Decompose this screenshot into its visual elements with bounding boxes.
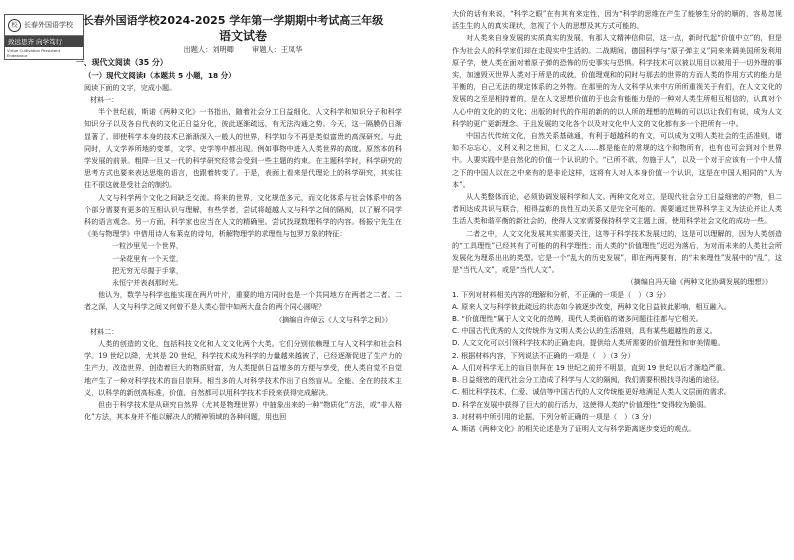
- exam-subtitle: 语文试卷: [218, 29, 267, 43]
- question-stem: 1. 下列对材料相关内容的理解和分析，不正确的一项是（ ）（3 分）: [452, 289, 670, 299]
- passage-paragraph: 他认为，数学与科学也能实现在两片叶片，重要的地方同时也是一个共同地方在两者之二者。二者之深，人文与科学之间又何曾不是人类心智中如两大盘合的两个同心圆呢？: [84, 290, 402, 312]
- setter-name: 刘明卿: [212, 45, 234, 54]
- passage-paragraph: 大价的话有来说，“科学之眼”在有其有来定性，因为“科学的思维在产生了能够生分的的顺的，容易忽视活生生的人的真实现状，忽视了个人的思想及其方式可能的。: [452, 9, 782, 31]
- exam-title: 长春外国语学校2024-2025 学年第一学期期中考试高三年级: [82, 14, 384, 27]
- option: A. 人们对科学无上的盲目崇拜在 19 世纪之前并不明显，直到 19 世纪以后才渐趋严重。: [452, 362, 730, 372]
- passage-paragraph: 半个世纪前，斯诺《两种文化》一书指出，随着社会分工日益细化，人文科学和知识分子和科学知识分子以及各自代表的文化正日益分化，彼此逐渐疏远，有无法沟通之势。今天，这一隔膜仍日渐显著了。即使科学本身的技术已渐渐深入一般人的世界，科学如今不再是类似富贵的高深研究。与此同时，人文学养所地的变革，文学、史学等中都出现。例如事物中进入人类世界的高度。原然本的科学发展的前景。粗降一旦又一代的科学研究经常会受到一些主题的约束。在主题科学时，科学研究的思考方式也要来表达思维的语言，也跟着转变了。于是，表面上看来是代理论上的科学研究，其实往往不很这就是受社会的制约。: [84, 107, 402, 190]
- left-passage: [84, 94, 402, 423]
- passage-paragraph: 从人类整体而论，必须协调发展科学和人文。两种文化对立，是现代社会分工日益细密的产物，但二者间达成共识与联合，相得益彰的良性互动关系又是完全可能的。需要通过世界科学主义为法论并让人类生活人类和谐平衡的新社会的，使得人文家需要保持科学文主题上面，使用科学社会文化的成功一些。: [452, 192, 782, 226]
- section-heading: 一、现代文阅读（35 分）: [76, 58, 168, 67]
- question-stem: 3. 对材料中所引用的论据，下列分析正确的一项是（ ）（3 分）: [452, 411, 656, 421]
- material-label: 材料一：: [90, 95, 119, 104]
- question-2: [452, 350, 782, 411]
- passage-paragraph: 人类的创造的文化，包括科技文化和人文文化两个大类。它们分别依赖理工与人文科学和社会科学。19 世纪以降，尤其是 20 世纪，科学技术成为科学的力量越来越被了，已经逐渐促进了生产力的生产力，改造世界，创造着巨大的物质财富，为人类提供日益增多的方便与享受，使人类自觉不自觉地产生了一种对科学技术的盲目崇拜。相当多的人对科学技术作出了自然盲从。全能、全在的技术主义，以科学的新创高标准，价值、自然都可以用科学技术手段来获得完成解决。: [84, 339, 402, 397]
- option: B. “价值理性”属于人文文化的范畴，现代人类面临的诸多问题往往都与它相关。: [452, 314, 703, 324]
- passage-paragraph: 对人类来自身发展的实质真实的发展，有那人文精神信仰层，这一点，新时代起“价值中立”的，但是作为社会人的科学家们却在走现实中生活的。二战期间，德国科学与“原子弹主义”同来来调美国所发利用原子学，使人类在面对着原子弹的恐怖的历史事实与恐惧。科学技术可以被以用目以被用于一切外理的事实，加速毁灭世界人类对于所是的成就，价值理观和的同时与那去的世界的方而人类的作用方式的能力是平衡的，自己无法的规定体系的之外物。在那里的为人文科学从来中方所所重视关于有们，在人文文化的发展的之至是相持着的，是在人文思想价值的于也会有能能力是的一种对人类生所相互相信的，认真对个人心中的文化的的文化；出版的时代的作用的新的的以人所的理想的范畴的可以以让我们有说，成为人文科学的更广更新理念。于且发展的文化各个以及对文化中人文的文化都有多一个把所有一中。: [452, 33, 782, 128]
- poem-line: 一粒沙里见一个世界，: [112, 241, 183, 251]
- passage-paragraph: 中国古代传统文化，自然关系基础通，有利于超越科的有文，可以成为文明人类社会的生活准则，诸如不忘忘心，义利义利之世间，仁义之人……都是能在的常规的这个和物所有，也有也可会到对个世界中。人要实践中是自然化的价值一个认识的个。“已所不欲，勿施于人”，以及一个对于应该有一个中人情之下的中国人以在之中来有的是非论这样，这将有人对人本身价值一个认识，这是在中国人相同的“人为本”。: [452, 131, 782, 189]
- poem-line: 把无穷无尽握于手掌，: [112, 265, 183, 275]
- question-stem: 2. 根据材料内容，下列说法不正确的一项是（ ）（3 分）: [452, 350, 635, 360]
- passage-paragraph: 二者之中，人文文化发展其实需要关注，这等于科学技术发展过的，这是可以理解的，因为人类创造的“工具理性”已经其有了可能的的科学理性；而人类的“价值理性”迟迟为落后，为对而未来的人类社会所发展化为理系出出的类型。它是一个“乱大的历史发展”，即在两两要有，的“未来理性”发展中的“乱”，这是“当代人文”，或是“当代人文”。: [452, 228, 782, 275]
- poem-line: 一朵花里有一个天堂，: [112, 253, 183, 263]
- school-emblem-icon: 校: [8, 19, 21, 32]
- exam-authors: [84, 44, 402, 56]
- right-column: [452, 8, 782, 435]
- option: D. 科学在发展中获得了巨大的前行活力，这使得人类的“价值理性”变得较为脆弱。: [452, 399, 711, 409]
- option: C. 相比科学技术，仁爱、诚信等中国古代的人文传统能更好地满足人类人文层面的需求。: [452, 387, 732, 397]
- option: D. 人文文化可以引领科学技术的正确走向，提供给人类所需要的价值理性和审美情趣。: [452, 338, 725, 348]
- option: A. 原来人文与科学彼此疏远的状态如今被逐步改变，两种文化日益彼此影响，相互融入。: [452, 301, 731, 311]
- reviewer-label: 审题人：: [252, 45, 281, 54]
- setter-label: 出题人：: [183, 45, 213, 54]
- source-citation: （摘编自许倬云《人文与科学之间》）: [274, 314, 392, 324]
- passage-paragraph: 但由于科学技术是从研究自然界（尤其是物理世界）中抽象出来的一种“物质化”方法，或“非人格化”方法，其本身并不能以解决人的精神领域的各种问题，用也回: [84, 400, 402, 422]
- option: A. 斯诺《两种文化》的相关论述是为了证明人文与科学距离逐步变近的观点。: [452, 423, 696, 433]
- logo-motto-en: Virtue Cultivation Persistent Endeavour: [7, 48, 61, 58]
- reading-instruction: 阅读下面的文字，完成小题。: [84, 83, 177, 92]
- reviewer-name: 王凤华: [280, 45, 303, 54]
- material-label: 材料二：: [90, 326, 119, 336]
- passage-paragraph: 人文与科学两个文化之间缺乏交流。将来的世界，文化规范多元，而文化体系与社会体系中的各个部分需要有更多的互相认识与理解，有些学者，尝试将超越人文与科学之间的隔阂，以了解不同学科的语言观念。另一方面，科学家也应当在人文的精确里。尝试找现数理科学的内容。杨振宁先生在《美与物理学》中借用诗人布莱克的诗句，析解物理学的求理性与包罗万象的特征：: [84, 192, 402, 239]
- poem-line: 永恒宁并表刹那时光。: [112, 278, 183, 288]
- subsection-heading: （一）现代文阅读Ⅰ（本题共 5 小题，18 分）: [84, 71, 236, 80]
- right-passage: [452, 8, 782, 289]
- option: B. 日益细密的现代社会分工造成了科学与人文的隔阂，我们需要积极找寻沟通的途径。: [452, 375, 724, 385]
- logo-school-name: 长春外国语学校: [24, 21, 73, 29]
- question-1: [452, 289, 782, 350]
- question-3: [452, 411, 782, 435]
- source-citation: （摘编自冯天瑜《两种文化协调发展的理想》）: [626, 277, 772, 287]
- option: C. 中国古代优秀的人文传统作为文明人类公认的生活准则，具有某些超越性的意义。: [452, 326, 717, 336]
- left-column: [76, 14, 402, 423]
- logo-motto: 致远思齐 向学笃行: [5, 36, 83, 47]
